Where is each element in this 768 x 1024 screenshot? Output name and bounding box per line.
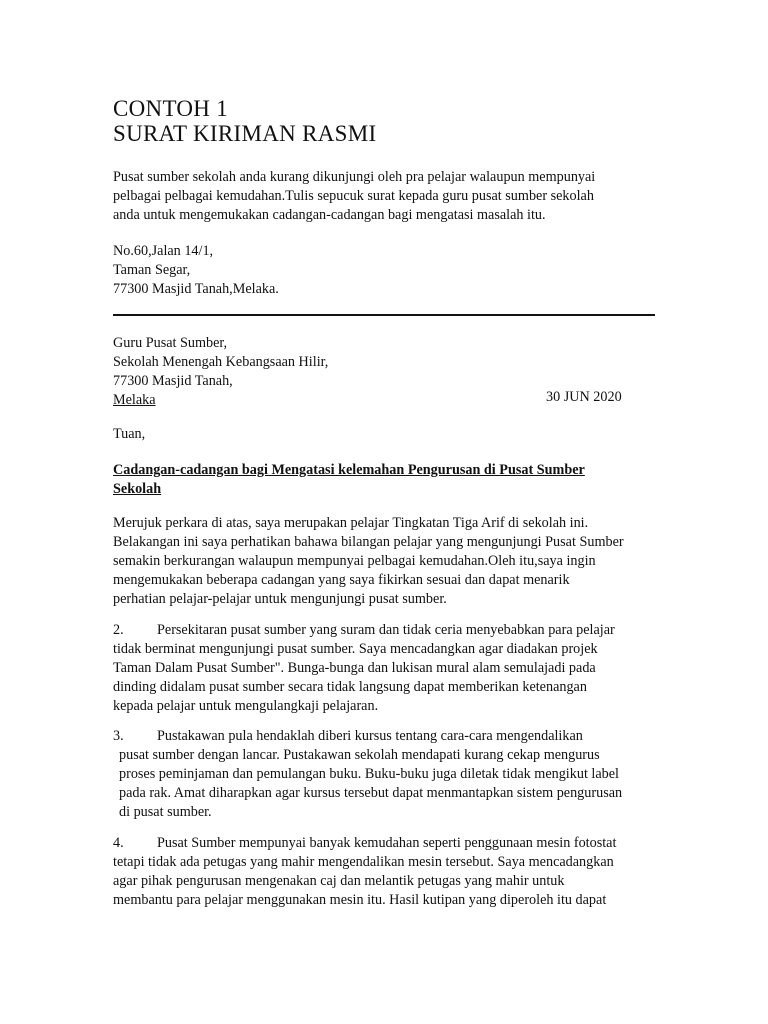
- subject-line: Cadangan-cadangan bagi Mengatasi kelemahan Pengurusan di Pusat Sumber: [113, 462, 585, 478]
- letter-date: 30 JUN 2020: [546, 389, 622, 405]
- point-3-number: 3.: [113, 728, 124, 744]
- point-line: kepada pelajar untuk mengulangkaji pelajaran.: [113, 698, 379, 714]
- intro-line: mengemukakan beberapa cadangan yang saya fikirkan sesuai dan dapat menarik: [113, 572, 570, 588]
- subject-heading: [113, 461, 585, 499]
- point-line: Taman Dalam Pusat Sumber". Bunga-bunga dan lukisan mural alam semulajadi pada: [113, 660, 596, 676]
- intro-line: perhatian pelajar-pelajar untuk mengunjungi pusat sumber.: [113, 591, 447, 607]
- point-line: pada rak. Amat diharapkan agar kursus tersebut dapat menmantapkan sistem pengurusan: [119, 785, 623, 801]
- point-line: membantu para pelajar menggunakan mesin itu. Hasil kutipan yang diperoleh itu dapat: [113, 892, 607, 908]
- point-2-paragraph: [113, 621, 615, 716]
- point-line: agar pihak pengurusan mengenakan caj dan melantik petugas yang mahir untuk: [113, 873, 565, 889]
- subject-line: Sekolah: [113, 481, 162, 497]
- intro-line: Merujuk perkara di atas, saya merupakan pelajar Tingkatan Tiga Arif di sekolah ini.: [113, 515, 589, 531]
- question-line: pelbagai pelbagai kemudahan.Tulis sepucuk surat kepada guru pusat sumber sekolah: [113, 188, 594, 204]
- heading-contoh: CONTOH 1: [113, 96, 229, 121]
- question-paragraph: [113, 168, 595, 225]
- sender-address-line: Taman Segar,: [113, 262, 191, 278]
- intro-line: semakin berkurangan walaupun mempunyai pelbagai kemudahan.Oleh itu,saya ingin: [113, 553, 596, 569]
- point-2-number: 2.: [113, 622, 124, 638]
- recipient-address-line: Melaka: [113, 392, 156, 408]
- recipient-address-line: Sekolah Menengah Kebangsaan Hilir,: [113, 354, 329, 370]
- point-4-number: 4.: [113, 835, 124, 851]
- sender-address-line: No.60,Jalan 14/1,: [113, 243, 214, 259]
- recipient-address-line: 77300 Masjid Tanah,: [113, 373, 233, 389]
- question-line: anda untuk mengemukakan cadangan-cadangan bagi mengatasi masalah itu.: [113, 207, 546, 223]
- heading-surat-kiriman-rasmi: SURAT KIRIMAN RASMI: [113, 121, 377, 146]
- point-line: di pusat sumber.: [119, 804, 212, 820]
- point-4-paragraph: [113, 834, 616, 910]
- point-3-paragraph: [113, 727, 622, 822]
- sender-address-line: 77300 Masjid Tanah,Melaka.: [113, 281, 279, 297]
- point-line: Persekitaran pusat sumber yang suram dan tidak ceria menyebabkan para pelajar: [157, 622, 615, 638]
- intro-paragraph: [113, 514, 624, 609]
- salutation: Tuan,: [113, 426, 146, 442]
- point-line: Pusat Sumber mempunyai banyak kemudahan seperti penggunaan mesin fotostat: [157, 835, 617, 851]
- point-line: Pustakawan pula hendaklah diberi kursus tentang cara-cara mengendalikan: [157, 728, 583, 744]
- point-line: tetapi tidak ada petugas yang mahir mengendalikan mesin tersebut. Saya mencadangkan: [113, 854, 614, 870]
- point-line: tidak berminat mengunjungi pusat sumber. Saya mencadangkan agar diadakan projek: [113, 641, 598, 657]
- point-line: pusat sumber dengan lancar. Pustakawan sekolah mendapati kurang cekap mengurus: [119, 747, 600, 763]
- point-line: proses peminjaman dan pemulangan buku. Buku-buku juga diletak tidak mengikut label: [119, 766, 619, 782]
- intro-line: Belakangan ini saya perhatikan bahawa bilangan pelajar yang mengunjungi Pusat Sumber: [113, 534, 624, 550]
- recipient-address: [113, 334, 328, 410]
- point-line: dinding didalam pusat sumber secara tidak langsung dapat memberikan ketenangan: [113, 679, 587, 695]
- sender-address: [113, 242, 279, 299]
- recipient-address-line: Guru Pusat Sumber,: [113, 335, 228, 351]
- address-divider: [113, 314, 655, 316]
- question-line: Pusat sumber sekolah anda kurang dikunjungi oleh pra pelajar walaupun mempunyai: [113, 169, 596, 185]
